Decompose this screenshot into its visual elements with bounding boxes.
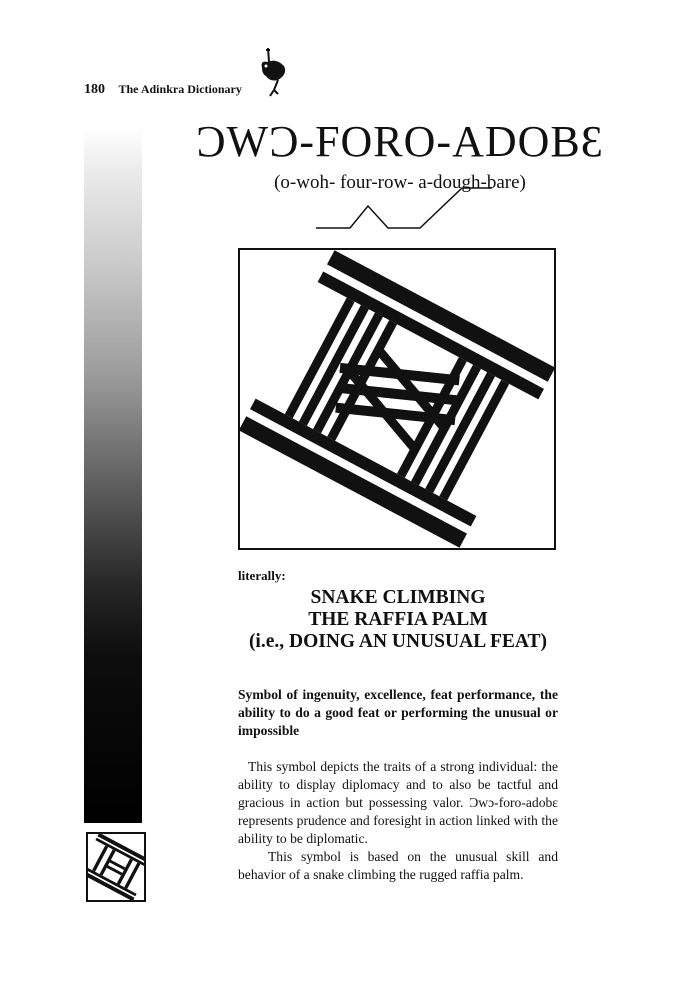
owo-foro-adobe-symbol-icon — [240, 250, 554, 548]
tone-contour-mark — [312, 186, 502, 236]
pronunciation: (o-woh- four-row- a-dough-bare) — [274, 172, 526, 193]
page-number: 180 — [84, 82, 105, 97]
owo-foro-adobe-thumbnail-icon — [88, 834, 144, 900]
bird-ornament-icon — [254, 44, 294, 100]
literal-line-2: THE RAFFIA PALM — [308, 609, 488, 630]
description-paragraph-2: This symbol is based on the unusual skill and behavior of a snake climbing the rugged raffia palm. — [238, 849, 558, 882]
description-paragraph-1: This symbol depicts the traits of a strong individual: the ability to display diplomacy and to also be tactful and gracious in action but possessing valor. Ɔwɔ-foro-adobɛ represents prudence and foresight in action linked with the ability to be diplomatic. — [238, 759, 558, 846]
literal-meaning — [238, 587, 558, 653]
symbol-thumbnail — [86, 832, 146, 902]
entry-title: ƆWƆ-FORO-ADOBƐ — [196, 117, 604, 166]
literal-line-1: SNAKE CLIMBING — [310, 587, 486, 608]
literal-line-3: (i.e., DOING AN UNUSUAL FEAT) — [248, 631, 548, 652]
running-header — [84, 82, 242, 98]
symbol-summary: Symbol of ingenuity, excellence, feat performance, the ability to do a good feat or performing the unusual or impossible — [238, 687, 558, 738]
description — [238, 758, 558, 884]
literally-label: literally: — [238, 568, 286, 583]
symbol-frame — [238, 248, 556, 550]
book-title: The Adinkra Dictionary — [118, 82, 242, 96]
decorative-gradient-bar — [84, 128, 142, 823]
